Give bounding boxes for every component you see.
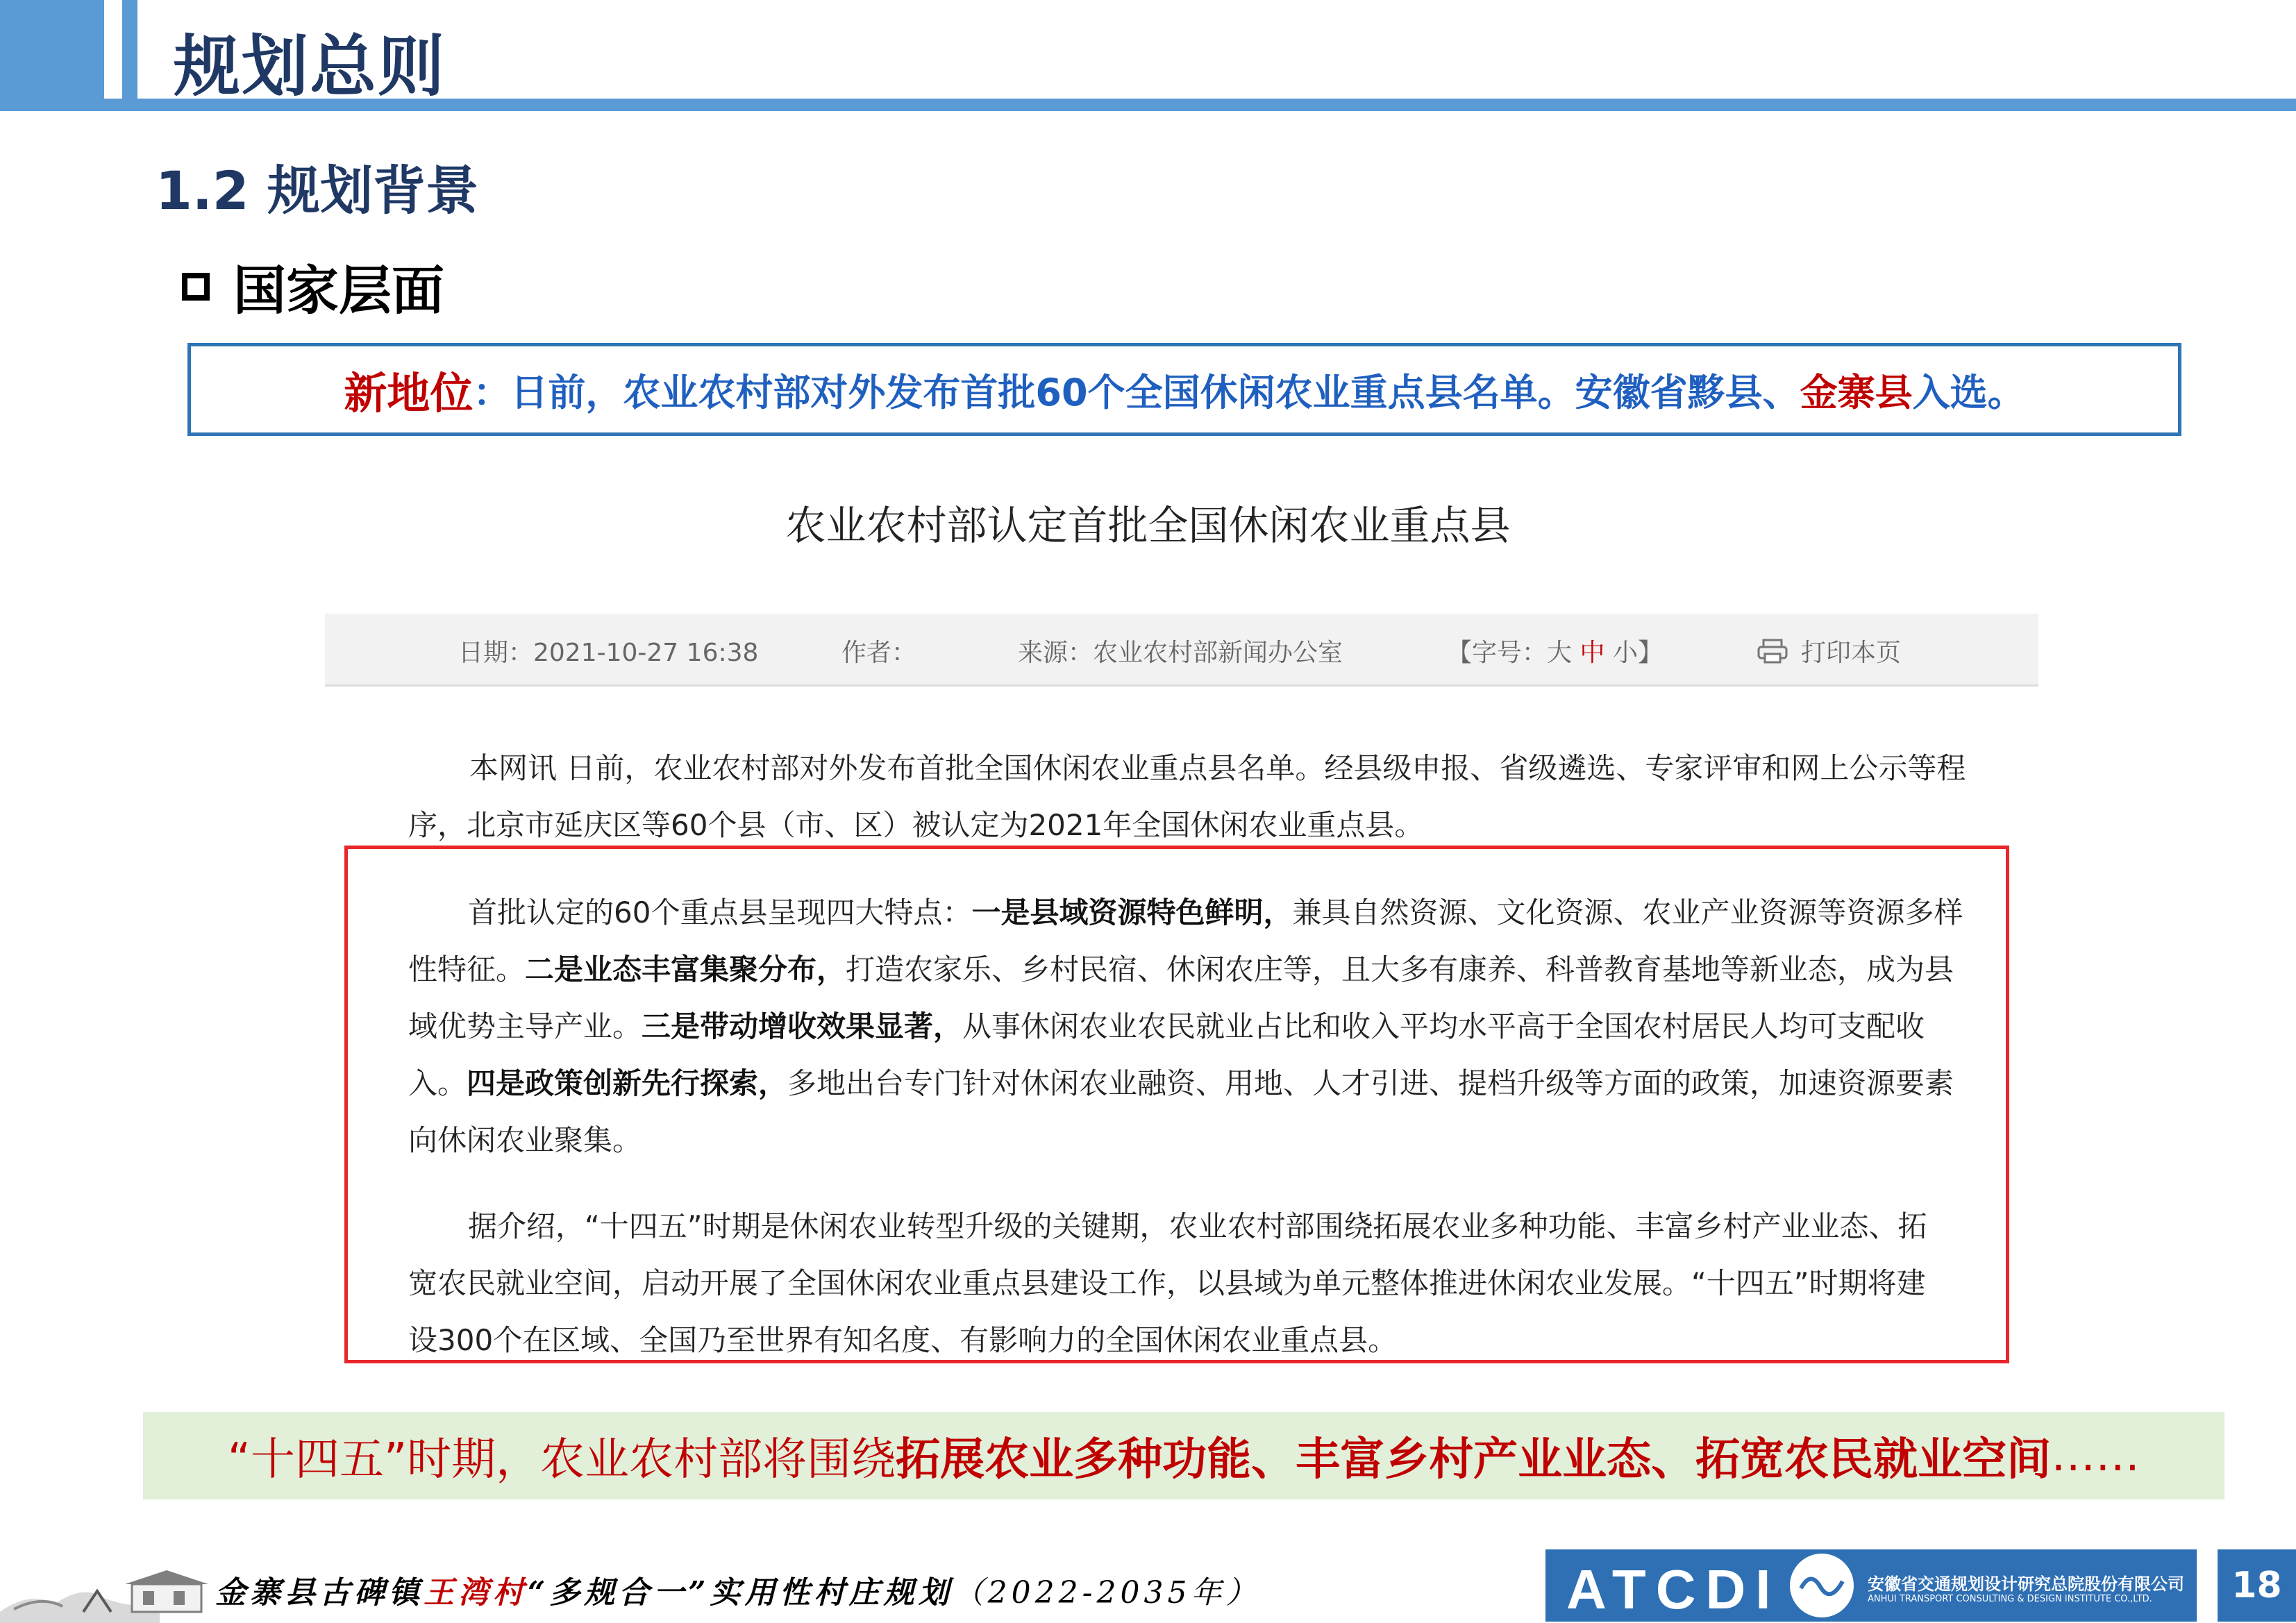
subsection-heading (182, 249, 444, 324)
font-size-label: 【字号： (1447, 639, 1548, 667)
article-paragraph-1-line-1: 本网讯 日前，农业农村部对外发布首批全国休闲农业重点县名单。经县级申报、省级遴选、专家评审和网上公示等程 (469, 751, 1966, 785)
para2-text: 从事休闲农业农民就业占比和收入平均水平高于全国农村居民人均可支配收 (962, 1009, 1925, 1043)
para3-line-3: 设300个在区域、全国乃至世界有知名度、有影响力的全国休闲农业重点县。 (408, 1323, 1398, 1357)
para2-text: 首批认定的60个重点县呈现四大特点： (468, 895, 972, 930)
page-title: 规划总则 (174, 28, 446, 106)
article-title: 农业农村部认定首批全国休闲农业重点县 (785, 502, 1511, 549)
article-author: 作者： (841, 639, 917, 667)
highlight-lead: 新地位 (344, 367, 474, 419)
header-rule (137, 99, 2296, 111)
para2-text: 多地出台专门针对休闲农业融资、用地、人才引进、提档升级等方面的政策，加速资源要素 (787, 1066, 1954, 1100)
checkbox-square-icon (182, 273, 210, 301)
conclusion-plain: “十四五”时期，农业农村部将围绕 (227, 1434, 896, 1486)
print-label: 打印本页 (1801, 639, 1902, 667)
font-size-large[interactable]: 大 (1547, 639, 1573, 667)
header-accent-block (0, 0, 104, 99)
para2-point-1: 一是县域资源特色鲜明， (971, 895, 1293, 930)
article-paragraph-1-line-2: 序，北京市延庆区等60个县（市、区）被认定为2021年全国休闲农业重点县。 (408, 808, 1424, 842)
conclusion-text (143, 1412, 2224, 1499)
section-title: 1.2 规划背景 (156, 160, 479, 221)
subsection-title: 国家层面 (233, 260, 444, 321)
para3-line-1: 据介绍，“十四五”时期是休闲农业转型升级的关键期，农业农村部围绕拓展农业多种功能、丰富乡村产业业态、拓 (468, 1209, 1927, 1243)
article-date: 日期：2021-10-27 16:38 (458, 639, 759, 667)
highlight-text (187, 343, 2181, 436)
footer-title-years: （2022-2035年） (953, 1575, 1261, 1611)
company-name-en: ANHUI TRANSPORT CONSULTING & DESIGN INSTITUTE CO.,LTD. (1868, 1594, 2152, 1604)
footer-title-village: 王湾村 (424, 1575, 528, 1611)
wave-emblem-graphic (1790, 1554, 1854, 1617)
highlight-text-2: 入选。 (1912, 370, 2025, 414)
para2-point-3: 三是带动增收效果显著， (642, 1009, 963, 1043)
para2-text: 向休闲农业聚集。 (408, 1123, 642, 1157)
para2-point-4: 四是政策创新先行探索， (467, 1066, 788, 1100)
highlight-county: 金寨县 (1800, 370, 1913, 414)
para2-text: 性特征。 (408, 952, 526, 986)
village-ink-illustration (0, 1542, 222, 1623)
highlight-text-1: 日前，农业农村部对外发布首批60个全国休闲农业重点县名单。安徽省黟县、 (510, 370, 1800, 414)
wave-emblem-icon (1790, 1554, 1854, 1617)
company-name-cn: 安徽省交通规划设计研究总院股份有限公司 (1868, 1574, 2184, 1594)
para2-text: 入。 (408, 1066, 467, 1100)
print-link[interactable] (1757, 633, 1901, 668)
header-rule-left (0, 99, 137, 111)
conclusion-bold: 拓展农业多种功能、丰富乡村产业业态、拓宽农民就业空间 (896, 1434, 2052, 1486)
para2-text: 兼具自然资源、文化资源、农业产业资源等资源多样 (1292, 895, 1963, 930)
printer-icon (1757, 639, 1788, 664)
footer-title-town: 金寨县古碑镇 (215, 1575, 424, 1611)
para2-point-2: 二是业态丰富集聚分布， (525, 952, 846, 986)
page-number: 18 (2231, 1565, 2282, 1606)
conclusion-tail: …… (2051, 1430, 2140, 1481)
font-size-medium[interactable]: 中 (1579, 639, 1605, 667)
header-accent-stripe (122, 0, 137, 99)
footer-title-plan: “多规合一”实用性村庄规划 (528, 1575, 953, 1611)
footer-project-title (215, 1567, 1260, 1612)
article-paragraph-2 (408, 884, 1963, 1169)
font-size-small[interactable]: 小】 (1612, 639, 1663, 667)
highlight-colon: ： (473, 370, 511, 414)
para2-text: 打造农家乐、乡村民宿、休闲农庄等，且大多有康养、科普教育基地等新业态，成为县 (846, 952, 1954, 986)
font-size-control (1447, 633, 1663, 668)
company-logo: ATCDI (1566, 1558, 1781, 1620)
para2-text: 域优势主导产业。 (408, 1009, 642, 1043)
para3-line-2: 宽农民就业空间，启动开展了全国休闲农业重点县建设工作，以县域为单元整体推进休闲农业发展。“十四五”时期将建 (408, 1266, 1926, 1300)
article-source: 来源：农业农村部新闻办公室 (1018, 639, 1343, 667)
article-paragraph-3 (408, 1198, 1956, 1369)
